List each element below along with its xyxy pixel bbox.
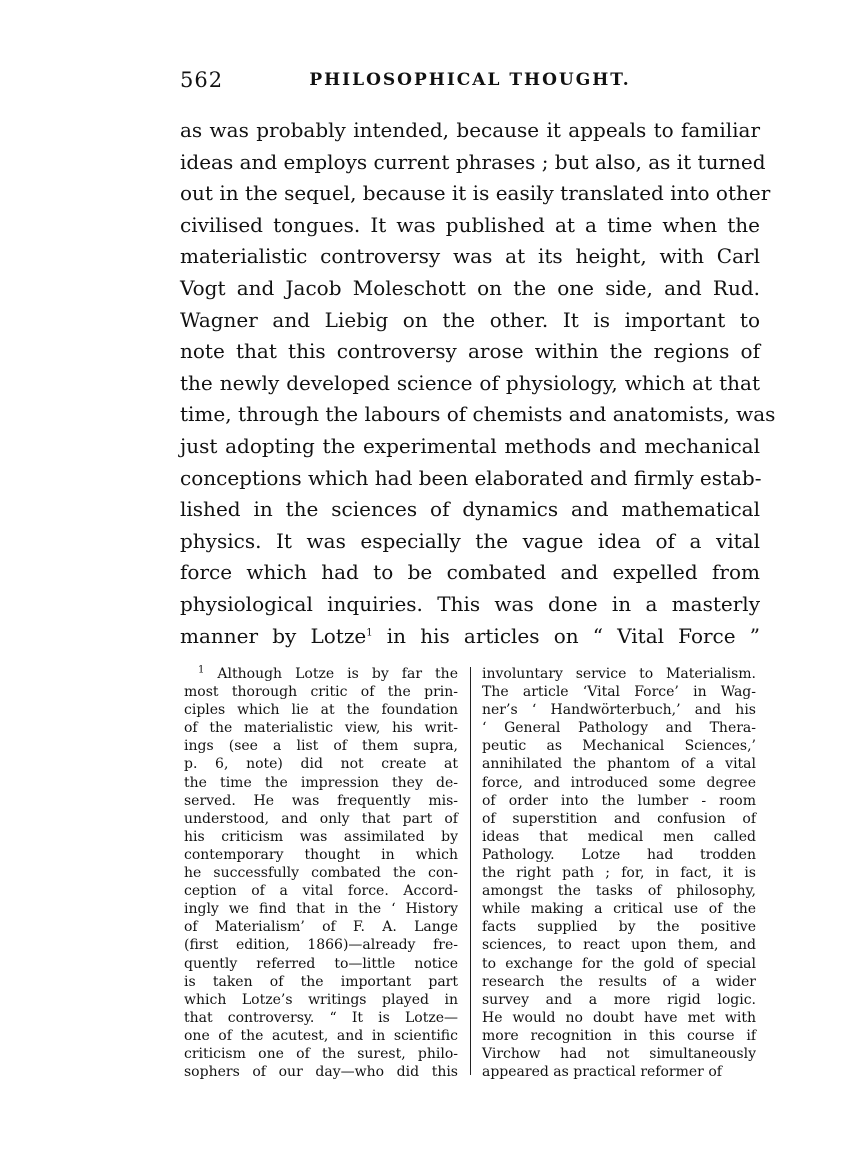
footnote-line: contemporary thought in which: [184, 846, 458, 863]
footnote-line: sophers of our day—who did this: [184, 1064, 458, 1081]
footnote-line: He would no doubt have met with: [482, 1009, 756, 1026]
body-line: force which had to be combated and expelled from: [180, 560, 760, 585]
footnote-line: of Materialism’ of F. A. Lange: [184, 919, 458, 936]
footnote-line: annihilated the phantom of a vital: [482, 756, 756, 773]
footnote-line: he successfully combated the con-: [184, 865, 458, 882]
footnote-line: research the results of a wider: [482, 973, 756, 990]
footnote-line: (first edition, 1866)—already fre-: [184, 937, 458, 954]
footnote-line: ings (see a list of them supra,: [184, 738, 458, 755]
footnote-line: ciples which lie at the foundation: [184, 702, 458, 719]
footnote-line: understood, and only that part of: [184, 810, 458, 827]
footnote-line: ideas that medical men called: [482, 828, 756, 845]
footnote-column-right: [482, 665, 756, 1081]
body-line: as was probably intended, because it appeals to familiar: [180, 118, 760, 142]
main-body-text: [180, 115, 776, 652]
footnote-line: ner’s ‘ Handwörterbuch,’ and his: [482, 702, 756, 719]
footnote-line: more recognition in this course if: [482, 1027, 756, 1044]
footnote-line: the right path ; for, in fact, it is: [482, 865, 756, 882]
footnote-line: Virchow had not simultaneously: [482, 1045, 756, 1062]
footnote-column-left: [184, 665, 458, 1081]
body-line: Vogt and Jacob Moleschott on the one side, and Rud.: [180, 275, 760, 300]
footnote-line: quently referred to—little notice: [184, 955, 458, 972]
footnote-line: ingly we find that in the ‘ History: [184, 901, 458, 918]
footnote-line: p. 6, note) did not create at: [184, 756, 458, 773]
footnote-line: peutic as Mechanical Sciences,’: [482, 738, 756, 755]
running-head: PHILOSOPHICAL THOUGHT.: [309, 70, 631, 90]
footnote-line: the time the impression they de-: [184, 774, 458, 791]
footnote-line: one of the acutest, and in scientific: [184, 1027, 458, 1044]
footnote-line: The article ‘Vital Force’ in Wag-: [482, 684, 756, 701]
body-line: ideas and employs current phrases ; but also, as it turned: [180, 149, 766, 174]
body-line-fragment: manner by Lotze: [180, 623, 367, 648]
footnote-line: force, and introduced some degree: [482, 774, 756, 791]
footnote-line: of superstition and confusion of: [482, 810, 756, 827]
footnote-line: survey and a more rigid logic.: [482, 991, 756, 1008]
body-line: physiological inquiries. This was done in a masterly: [180, 591, 760, 616]
footnote-line: of the materialistic view, his writ-: [184, 720, 458, 737]
page-header: [180, 68, 760, 98]
footnote-line: served. He was frequently mis-: [184, 792, 458, 809]
footnote-line: appeared as practical reformer of: [482, 1064, 722, 1081]
body-line: just adopting the experimental methods and mechanical: [180, 433, 760, 458]
footnote-line: facts supplied by the positive: [482, 919, 756, 936]
footnote-line: of order into the lumber - room: [482, 792, 756, 809]
footnote-line: ception of a vital force. Accord-: [184, 883, 458, 900]
body-line: materialistic controversy was at its height, with Carl: [180, 244, 760, 269]
footnote-line: that controversy. “ It is Lotze—: [184, 1009, 458, 1026]
footnote-marker: 1: [198, 664, 205, 676]
footnote-reference: 1: [366, 626, 373, 638]
footnote-line: Pathology. Lotze had trodden: [482, 846, 756, 863]
footnote-line: criticism one of the surest, philo-: [184, 1045, 458, 1062]
footnote-line-text: Although Lotze is by far the: [204, 666, 458, 682]
body-line: lished in the sciences of dynamics and mathematical: [180, 497, 760, 522]
body-line: out in the sequel, because it is easily translated into other: [180, 181, 771, 206]
body-line: civilised tongues. It was published at a time when the: [180, 212, 760, 237]
footnote-line: is taken of the important part: [184, 973, 458, 990]
footnote-line: while making a critical use of the: [482, 901, 756, 918]
footnote-line: his criticism was assimilated by: [184, 828, 458, 845]
body-line: physics. It was especially the vague idea of a vital: [180, 528, 760, 553]
footnote-line: to exchange for the gold of special: [482, 955, 756, 972]
footnote-line: ‘ General Pathology and Thera-: [482, 720, 756, 737]
footnote-line: amongst the tasks of philosophy,: [482, 883, 756, 900]
footnote-line: which Lotze’s writings played in: [184, 991, 458, 1008]
footnote-line: sciences, to react upon them, and: [482, 937, 756, 954]
body-line-last: [180, 621, 760, 653]
footnote-area: [184, 665, 764, 1085]
page-number: 562: [180, 68, 224, 92]
body-line: note that this controversy arose within the regions of: [180, 339, 760, 364]
body-line: conceptions which had been elaborated and firmly estab-: [180, 465, 762, 490]
column-divider: [470, 667, 471, 1075]
body-line-fragment: in his articles on “ Vital Force ”: [372, 623, 760, 648]
footnote-line: most thorough critic of the prin-: [184, 684, 458, 701]
body-line: time, through the labours of chemists and anatomists, was: [180, 402, 776, 427]
footnote-line: [184, 665, 458, 683]
footnote-line: involuntary service to Materialism.: [482, 666, 756, 682]
body-line: the newly developed science of physiology, which at that: [180, 370, 760, 395]
body-line: Wagner and Liebig on the other. It is important to: [180, 307, 760, 332]
